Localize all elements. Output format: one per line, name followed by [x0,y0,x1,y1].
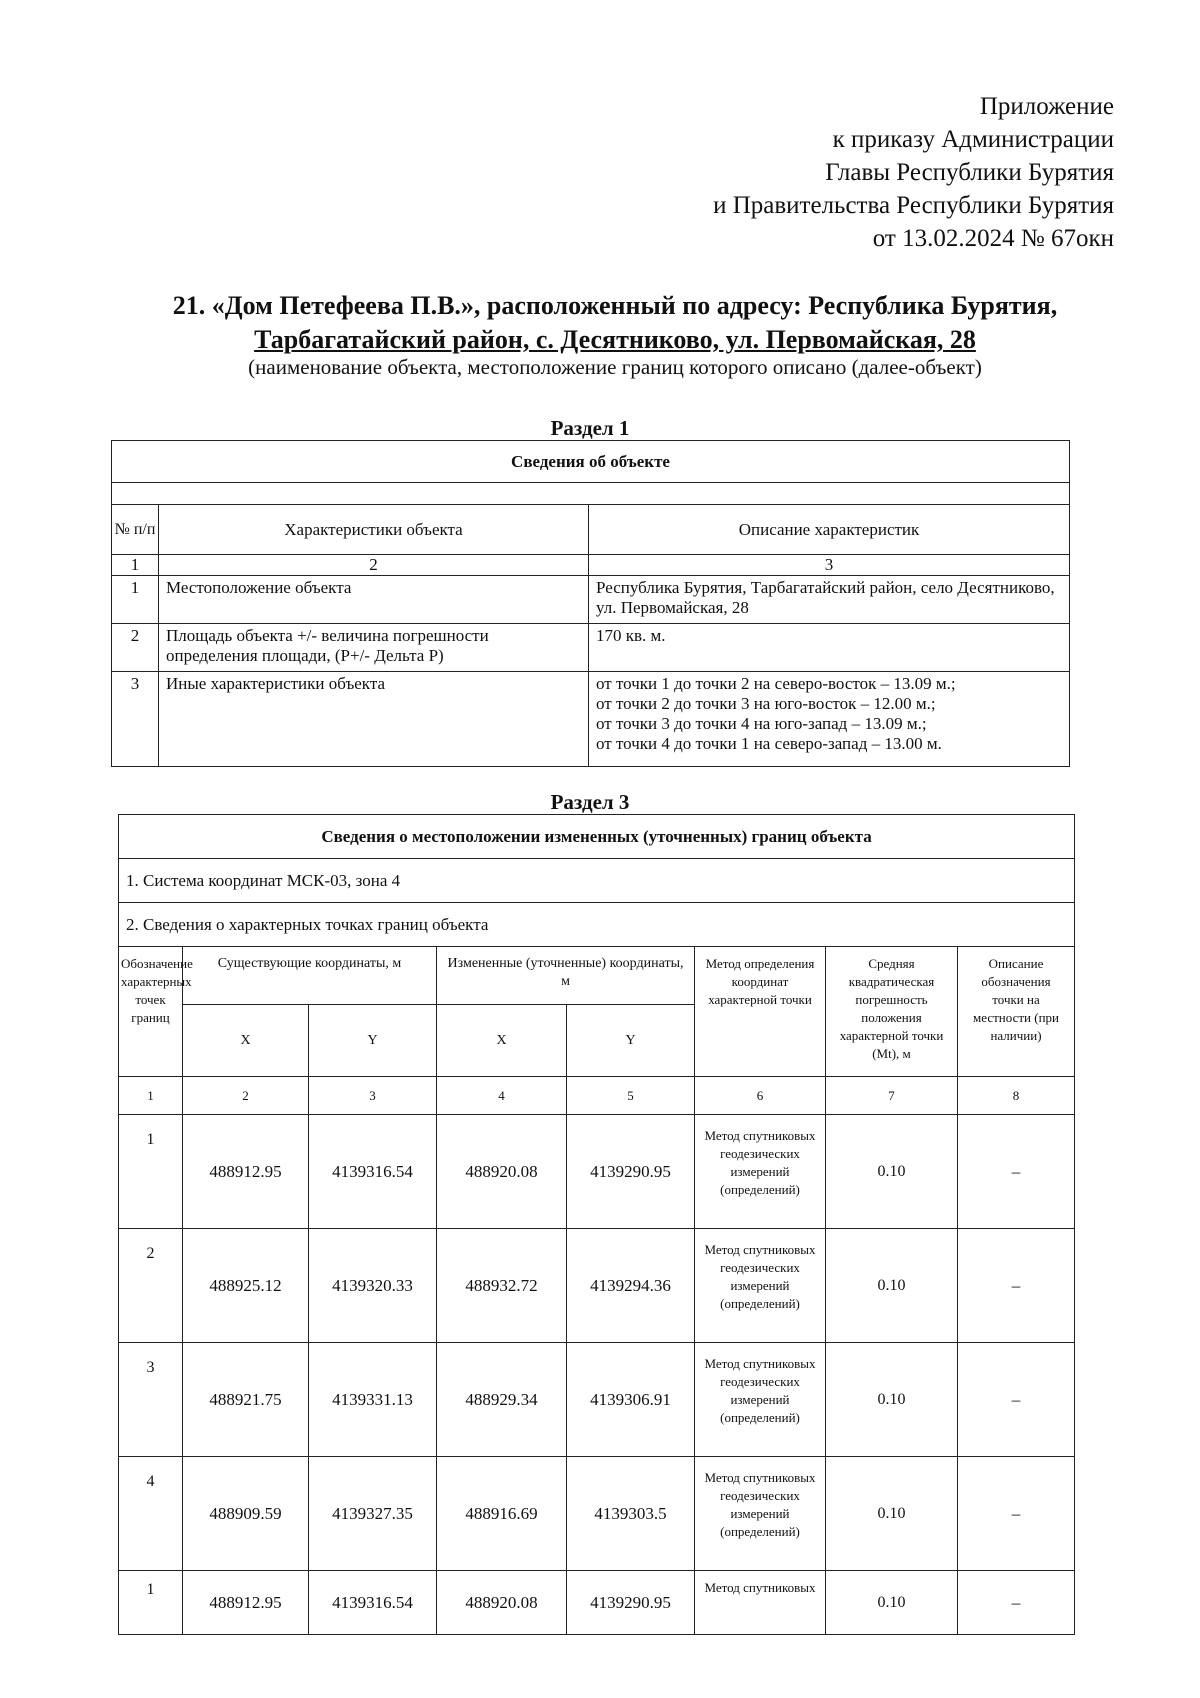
object-subtitle: (наименование объекта, местоположение границ которого описано (далее-объект) [248,355,982,379]
existing-x: 488925.12 [183,1229,309,1343]
table-row [119,1229,1075,1343]
description-line: от точки 1 до точки 2 на северо-восток – 13.09 м.; [596,674,956,693]
object-title-line: 21. «Дом Петефеева П.В.», расположенный по адресу: Республика Бурятия, [172,291,1058,320]
method: Метод спутниковых геодезических измерений (определений) [695,1115,826,1229]
section3-heading: Раздел 3 [550,790,630,814]
changed-y: 4139290.95 [567,1115,695,1229]
point-id: 2 [119,1229,183,1343]
changed-x: 488916.69 [437,1457,567,1571]
table-row [119,1115,1075,1229]
col-index: 4 [437,1077,567,1115]
changed-x: 488920.08 [437,1115,567,1229]
coord-system: 1. Система координат МСК-03, зона 4 [119,859,1075,903]
existing-y: 4139320.33 [309,1229,437,1343]
appendix-line: и Правительства Республики Бурятия [713,192,1114,219]
point-description: – [958,1457,1075,1571]
col-header-changed: Измененные (уточненные) координаты, м [437,947,695,1005]
boundary-points-table [118,814,1075,1635]
row-number: 2 [112,624,159,672]
points-info: 2. Сведения о характерных точках границ объекта [119,903,1075,947]
description-line: от точки 3 до точки 4 на юго-запад – 13.09 м.; [596,714,927,733]
col-index: 1 [112,555,159,576]
col-index: 8 [958,1077,1075,1115]
col-header-error: Средняя квадратическая погрешность положения характерной точки (Mt), м [826,947,958,1077]
col-index: 7 [826,1077,958,1115]
section1-heading: Раздел 1 [550,416,630,440]
method: Метод спутниковых геодезических измерений (определений) [695,1229,826,1343]
col-index: 3 [309,1077,437,1115]
appendix-line: от 13.02.2024 № 67окн [872,225,1114,252]
row-characteristic: Местоположение объекта [159,576,589,624]
table-row [119,1343,1075,1457]
table-title: Сведения об объекте [112,441,1070,483]
col-header-y: Y [567,1005,695,1077]
col-index: 2 [159,555,589,576]
existing-y: 4139316.54 [309,1115,437,1229]
mt-error: 0.10 [826,1571,958,1635]
col-header-y: Y [309,1005,437,1077]
existing-y: 4139316.54 [309,1571,437,1635]
empty-row [112,483,1070,505]
object-title-line-underlined: Тарбагатайский район, с. Десятниково, ул. Первомайская, 28 [254,325,976,354]
row-description [589,672,1070,767]
col-header-x: X [183,1005,309,1077]
method: Метод спутниковых геодезических измерений (определений) [695,1343,826,1457]
appendix-block [713,90,1114,255]
point-description: – [958,1115,1075,1229]
description-line: от точки 2 до точки 3 на юго-восток – 12.00 м.; [596,694,936,713]
col-index: 1 [119,1077,183,1115]
appendix-line: Главы Республики Бурятия [825,159,1114,186]
col-header-num: № п/п [112,505,159,555]
row-characteristic: Иные характеристики объекта [159,672,589,767]
existing-x: 488912.95 [183,1115,309,1229]
changed-y: 4139303.5 [567,1457,695,1571]
row-description: 170 кв. м. [589,624,1070,672]
method: Метод спутниковых [695,1571,826,1635]
row-description: Республика Бурятия, Тарбагатайский район, село Десятниково, ул. Первомайская, 28 [589,576,1070,624]
table-row [112,672,1070,767]
changed-y: 4139294.36 [567,1229,695,1343]
appendix-line: к приказу Администрации [832,126,1114,153]
object-info-table [111,440,1070,767]
changed-x: 488920.08 [437,1571,567,1635]
method: Метод спутниковых геодезических измерений (определений) [695,1457,826,1571]
changed-x: 488932.72 [437,1229,567,1343]
changed-x: 488929.34 [437,1343,567,1457]
col-header-designation: Обозначение характерных точек границ [119,947,183,1077]
col-header-x: X [437,1005,567,1077]
point-description: – [958,1343,1075,1457]
col-index: 6 [695,1077,826,1115]
point-id: 1 [119,1571,183,1635]
description-line: от точки 4 до точки 1 на северо-запад – 13.00 м. [596,734,942,753]
point-id: 3 [119,1343,183,1457]
table-row [112,576,1070,624]
col-header-descr: Описание обозначения точки на местности (при наличии) [958,947,1075,1077]
row-characteristic: Площадь объекта +/- величина погрешности определения площади, (Р+/- Дельта Р) [159,624,589,672]
point-description: – [958,1571,1075,1635]
mt-error: 0.10 [826,1343,958,1457]
object-title [120,289,1110,357]
existing-y: 4139331.13 [309,1343,437,1457]
col-header-char: Характеристики объекта [159,505,589,555]
table-row [112,624,1070,672]
col-index: 2 [183,1077,309,1115]
table-row [119,1571,1075,1635]
existing-x: 488921.75 [183,1343,309,1457]
existing-x: 488912.95 [183,1571,309,1635]
col-header-existing: Существующие координаты, м [183,947,437,1005]
existing-y: 4139327.35 [309,1457,437,1571]
point-id: 4 [119,1457,183,1571]
mt-error: 0.10 [826,1229,958,1343]
changed-y: 4139290.95 [567,1571,695,1635]
point-description: – [958,1229,1075,1343]
table-row [119,1457,1075,1571]
col-index: 5 [567,1077,695,1115]
mt-error: 0.10 [826,1457,958,1571]
existing-x: 488909.59 [183,1457,309,1571]
changed-y: 4139306.91 [567,1343,695,1457]
point-id: 1 [119,1115,183,1229]
table-title: Сведения о местоположении измененных (уточненных) границ объекта [119,815,1075,859]
row-number: 3 [112,672,159,767]
row-number: 1 [112,576,159,624]
col-header-desc: Описание характеристик [589,505,1070,555]
col-index: 3 [589,555,1070,576]
mt-error: 0.10 [826,1115,958,1229]
col-header-method: Метод определения координат характерной точки [695,947,826,1077]
appendix-line: Приложение [979,93,1114,120]
